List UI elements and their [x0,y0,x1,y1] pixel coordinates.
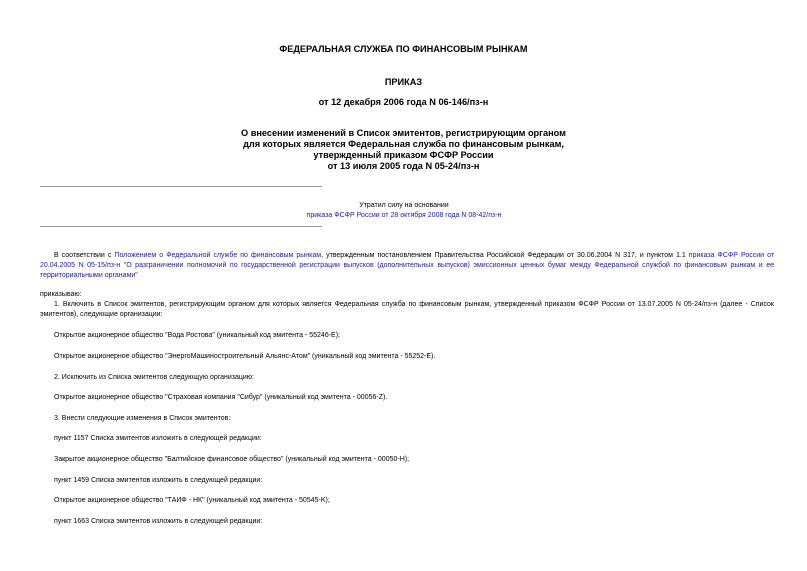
doc-type: ПРИКАЗ [384,77,423,87]
status-note-text: Утратил силу на основании [359,202,449,209]
order-0515-link[interactable]: приказа ФСФР России от 20.04.2005 N 05-15/пз-н "О разграничении полномочий по государственной регистрации выпусков (дополнительных выпусков) эмиссионных ценных бумаг между Федеральной службой по финансовым рынкам и ее территориальными органами" [40,252,775,279]
status-note [40,201,768,221]
regulation-link[interactable]: Положением о Федеральной службе по финансовым рынкам [114,252,322,259]
list-item: Закрытое акционерное общество "Балтийское финансовое общество" (уникальный код эмитента - 00050-H); [54,456,410,463]
preamble-paragraph [40,251,774,281]
list-item: Открытое акционерное общество "Страховая компания "Сибур" (уникальный код эмитента - 00056-Z). [54,394,388,401]
item-1: 1. Включить в Список эмитентов, регистрирующим органом для которых является Федеральная служба по финансовым рынкам, утвержденный приказом ФСФР России от 13.07.2005 N 05-24/пз-н (далее - Список эмитентов), следующие организации: [40,301,774,318]
list-item: пункт 1663 Списка эмитентов изложить в следующей редакции: [54,518,263,525]
divider-bottom [40,226,322,227]
divider-top [40,186,322,187]
doc-title-line-3: утвержденный приказом ФСФР России [313,150,494,160]
doc-date-number: от 12 декабря 2006 года N 06-146/пз-н [318,97,489,107]
doc-title-line-1: О внесении изменений в Список эмитентов, регистрирующим органом [241,128,566,138]
status-note-link[interactable]: приказа ФСФР России от 28 октября 2008 года N 08-42/пз-н [306,212,502,219]
item-3: 3. Внести следующие изменения в Список эмитентов: [54,415,231,422]
list-item: Открытое акционерное общество "Вода Ростова" (уникальный код эмитента - 55246-E); [54,332,340,339]
order-word: приказываю: [40,291,82,298]
preamble-text-2: , утвержденным постановлением Правительства Российской Федерации от 30.06.2004 N 317 [321,252,635,259]
list-item: пункт 1459 Списка эмитентов изложить в следующей редакции: [54,477,263,484]
list-item: Открытое акционерное общество "ТАИФ - НК" (уникальный код эмитента - 50545-K); [54,497,330,504]
preamble-text-1: В соответствии с [54,252,115,259]
list-item: Открытое акционерное общество "ЭнергоМашиностроительный Альянс-Атом" (уникальный код эмитента - 55252-E). [54,353,436,360]
list-item: пункт 1157 Списка эмитентов изложить в следующей редакции: [54,435,262,442]
item-2: 2. Исключить из Списка эмитентов следующую организацию: [54,374,254,381]
preamble-text-3: , и пунктом 1.1 [634,252,689,259]
doc-title-line-4: от 13 июля 2005 года N 05-24/пз-н [327,161,480,171]
agency-name: ФЕДЕРАЛЬНАЯ СЛУЖБА ПО ФИНАНСОВЫМ РЫНКАМ [279,44,528,54]
doc-title-line-2: для которых является Федеральная служба по финансовым рынкам, [243,139,564,149]
